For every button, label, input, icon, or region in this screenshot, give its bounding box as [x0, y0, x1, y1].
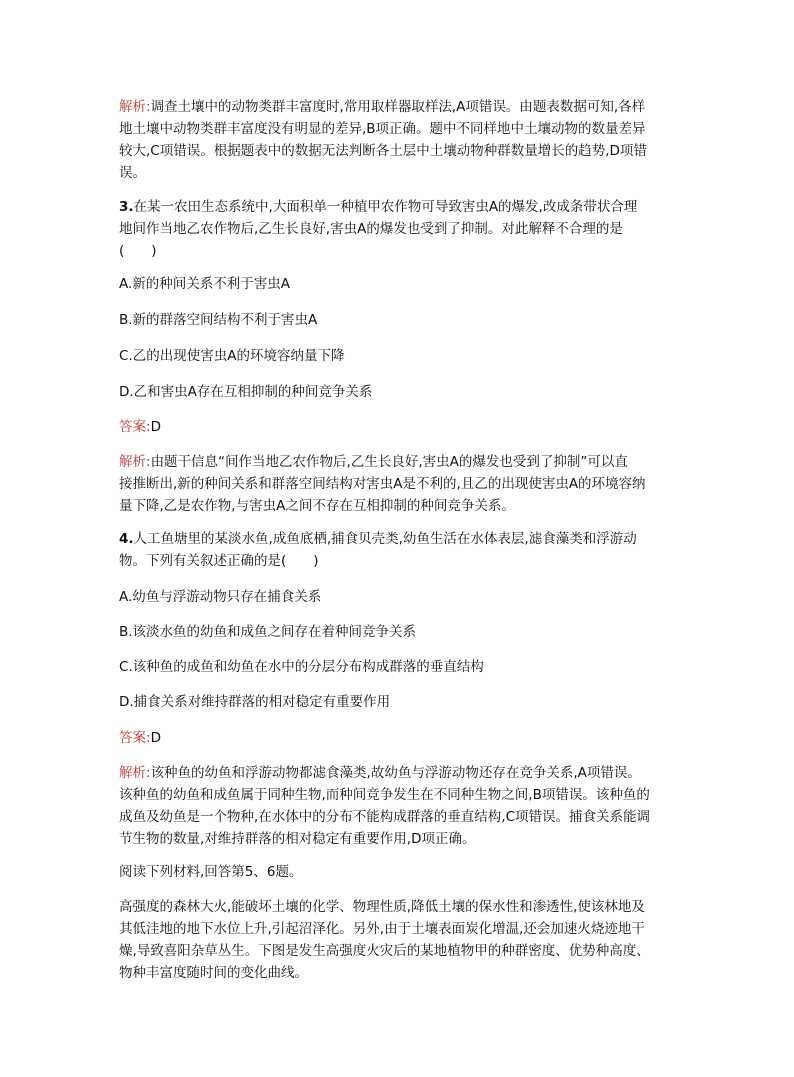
analysis-block-q2 [119, 96, 679, 184]
q3-option-d: D.乙和害虫A存在互相抑制的种间竞争关系 [119, 384, 373, 400]
analysis-line: 解析:由题干信息“间作当地乙农作物后,乙生长良好,害虫A的爆发也受到了抑制”可以直 [119, 454, 628, 470]
q3-option-b: B.新的群落空间结构不利于害虫A [119, 312, 318, 328]
material-line: 物种丰富度随时间的变化曲线。 [119, 965, 308, 981]
question-line: ( ) [119, 243, 157, 259]
analysis-label: 解析: [119, 765, 151, 781]
q3-option-c: C.乙的出现使害虫A的环境容纳量下降 [119, 348, 345, 364]
question-line: 4.人工鱼塘里的某淡水鱼,成鱼底栖,捕食贝壳类,幼鱼生活在水体表层,滤食藻类和浮游动 [119, 531, 637, 547]
analysis-label: 解析: [119, 454, 151, 470]
analysis-line: 误。 [119, 165, 146, 181]
q4-option-b: B.该淡水鱼的幼鱼和成鱼之间存在着种间竞争关系 [119, 624, 417, 640]
analysis-line: 地土壤中动物类群丰富度没有明显的差异,B项正确。题中不同样地中土壤动物的数量差异 [119, 121, 646, 137]
analysis-line: 量下降,乙是农作物,与害虫A之间不存在互相抑制的种间竞争关系。 [119, 498, 515, 514]
question-line: 物。下列有关叙述正确的是( ) [119, 553, 319, 569]
analysis-line: 成鱼及幼鱼是一个物种,在水体中的分布不能构成群落的垂直结构,C项错误。捕食关系能调 [119, 809, 651, 825]
question-number: 4. [119, 531, 134, 547]
analysis-line: 较大,C项错误。根据题表中的数据无法判断各土层中土壤动物种群数量增长的趋势,D项错 [119, 143, 647, 159]
material-line: 高强度的森林大火,能破坏土壤的化学、物理性质,降低土壤的保水性和渗透性,使该林地及 [119, 899, 645, 915]
analysis-line: 接推断出,新的种间关系和群落空间结构对害虫A是不利的,且乙的出现使害虫A的环境容纳 [119, 476, 646, 492]
question-3-stem [119, 196, 679, 262]
answer-value: D [150, 419, 161, 435]
question-number: 3. [119, 199, 134, 215]
q4-option-a: A.幼鱼与浮游动物只存在捕食关系 [119, 589, 322, 605]
q3-option-a: A.新的种间关系不利于害虫A [119, 276, 291, 292]
analysis-line: 该种鱼的幼鱼和成鱼属于同种生物,而种间竞争发生在不同种生物之间,B项错误。该种鱼的 [119, 787, 650, 803]
material-line: 燥,导致喜阳杂草丛生。下图是发生高强度火灾后的某地植物甲的种群密度、优势种高度、 [119, 943, 650, 959]
answer-label: 答案: [119, 730, 151, 746]
q3-analysis [119, 451, 679, 517]
q4-option-d: D.捕食关系对维持群落的相对稳定有重要作用 [119, 694, 391, 710]
analysis-line: 节生物的数量,对维持群落的相对稳定有重要作用,D项正确。 [119, 831, 476, 847]
reading-material [119, 896, 679, 984]
material-line: 其低洼地的地下水位上升,引起沼泽化。另外,由于土壤表面炭化增温,还会加速火烧迹地干 [119, 921, 645, 937]
analysis-line: 解析:调查土壤中的动物类群丰富度时,常用取样器取样法,A项错误。由题表数据可知,各样 [119, 99, 646, 115]
q3-answer [119, 416, 679, 438]
q4-analysis [119, 762, 679, 850]
question-line: 地间作当地乙农作物后,乙生长良好,害虫A的爆发也受到了抑制。对此解释不合理的是 [119, 221, 623, 237]
analysis-line: 解析:该种鱼的幼鱼和浮游动物都滤食藻类,故幼鱼与浮游动物还存在竞争关系,A项错误。 [119, 765, 641, 781]
q4-answer [119, 727, 679, 749]
q4-option-c: C.该种鱼的成鱼和幼鱼在水中的分层分布构成群落的垂直结构 [119, 659, 484, 675]
analysis-label: 解析: [119, 99, 151, 115]
question-4-stem [119, 528, 679, 572]
answer-value: D [150, 730, 161, 746]
answer-label: 答案: [119, 419, 151, 435]
question-line: 3.在某一农田生态系统中,大面积单一种植甲农作物可导致害虫A的爆发,改成条带状合理 [119, 199, 638, 215]
reading-intro: 阅读下列材料,回答第5、6题。 [119, 864, 303, 880]
